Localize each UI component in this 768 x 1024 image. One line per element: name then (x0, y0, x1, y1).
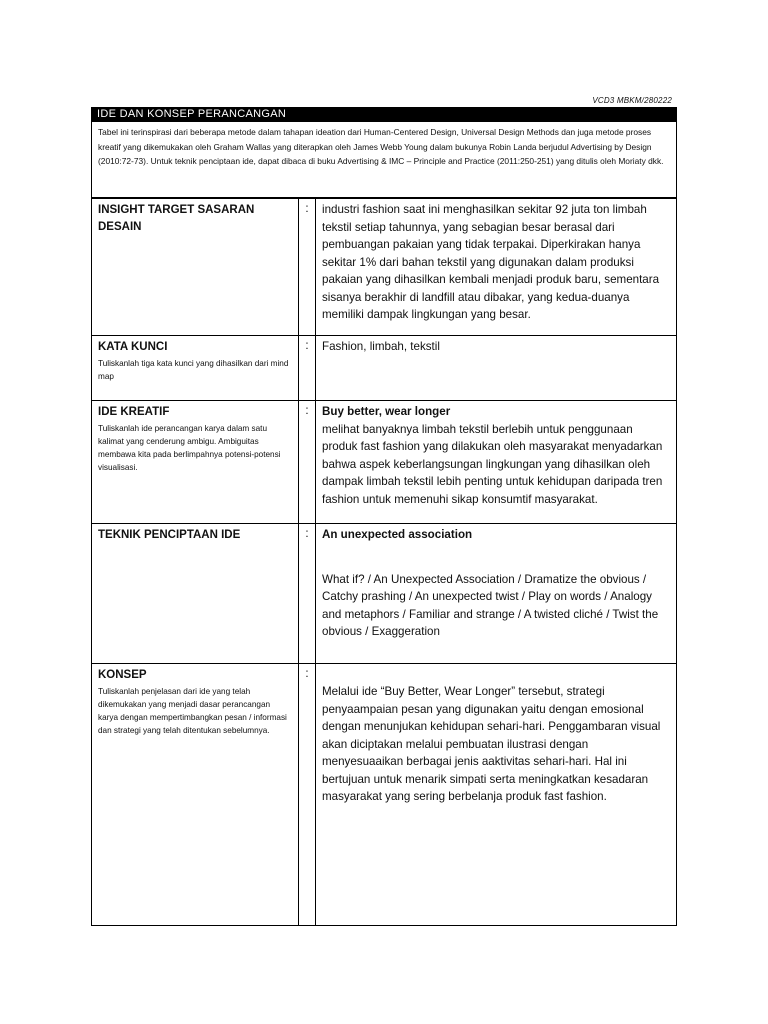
section-header: IDE DAN KONSEP PERANCANGAN (91, 107, 677, 122)
insight-label-cell (92, 199, 299, 336)
row-teknik (92, 524, 677, 664)
teknik-colon: : (299, 524, 316, 664)
document-code: VCD3 MBKM/280222 (592, 96, 672, 105)
teknik-value: What if? / An Unexpected Association / Dramatize the obvious / Catchy prashing / An unexpected twist / Play on words / Analogy and metaphors / Familiar and strange / A twisted cliché / Twist the obvious / Exaggeration (322, 572, 659, 638)
teknik-value-cell (316, 524, 677, 664)
row-insight (92, 199, 677, 336)
ide-kreatif-colon: : (299, 401, 316, 524)
konsep-label: KONSEP (98, 669, 147, 681)
konsep-instruction: Tuliskanlah penjelasan dari ide yang telah dikemukakan yang menjadi dasar perancangan karya dengan mempertimbangkan pesan / informasi dan strategi yang telah ditentukan sebelumnya. (98, 686, 287, 736)
ide-kreatif-value: melihat banyaknya limbah tekstil berlebih untuk penggunaan produk fast fashion yang dilakukan oleh masyarakat menyadarkan bahwa aspek keberlangsungan lingkungan yang dihasilkan oleh dampak limbah tekstil lebih penting untuk kehidupan daripada tren fashion untuk memenuhi sikap konsumtif masyarakat. (322, 422, 663, 506)
insight-label: INSIGHT TARGET SASARAN DESAIN (98, 204, 255, 233)
insight-colon: : (299, 199, 316, 336)
row-kata-kunci (92, 336, 677, 401)
concept-table (91, 198, 677, 926)
teknik-title: An unexpected association (322, 528, 473, 541)
konsep-colon: : (299, 664, 316, 926)
kata-kunci-value: Fashion, limbah, tekstil (322, 340, 440, 353)
konsep-value: Melalui ide “Buy Better, Wear Longer” tersebut, strategi penyaampaian pesan yang digunakan yaitu dengan emosional dengan menunjukan kehidupan sehari-hari. Penggambaran visual akan diciptakan melalui pembuatan ilustrasi dengan menyesuaaikan berbagai jenis aaktivitas sehari-hari. Hal ini bertujuan untuk menarik simpati serta meningkatkan kesadaran masyarakat yang sering berbelanja produk fast fashion. (322, 685, 661, 803)
intro-paragraph: Tabel ini terinspirasi dari beberapa metode dalam tahapan ideation dari Human-Centered Design, Universal Design Methods dan juga metode proses kreatif yang dikemukakan oleh Graham Wallas yang diterapkan oleh James Webb Young dalam bukunya Robin Landa berjudul Advertising by Design (2010:72-73). Untuk teknik penciptaan ide, dapat dibaca di buku Advertising & IMC – Principle and Practice (2011:250-251) yang ditulis oleh Moriaty dkk. (91, 122, 677, 198)
row-ide-kreatif (92, 401, 677, 524)
teknik-label-cell (92, 524, 299, 664)
kata-kunci-colon: : (299, 336, 316, 401)
kata-kunci-label: KATA KUNCI (98, 341, 168, 353)
ide-kreatif-label-cell (92, 401, 299, 524)
insight-value: industri fashion saat ini menghasilkan sekitar 92 juta ton limbah tekstil setiap tahunnya, yang sebagian besar berasal dari pembuangan pakaian yang tidak terpakai. Diperkirakan hanya sekitar 1% dari bahan tekstil yang digunakan dalam produksi pakaian yang dihasilkan kembali menjadi produk baru, sementara sisanya berakhir di landfill atau dibakar, yang kedua-duanya memiliki dampak lingkungan yang besar. (322, 203, 660, 321)
kata-kunci-label-cell (92, 336, 299, 401)
row-konsep (92, 664, 677, 926)
ide-kreatif-value-cell (316, 401, 677, 524)
ide-kreatif-instruction: Tuliskanlah ide perancangan karya dalam satu kalimat yang cenderung ambigu. Ambiguitas membawa kita pada berlimpahnya potensi-potensi visualisasi. (98, 423, 281, 473)
kata-kunci-value-cell (316, 336, 677, 401)
kata-kunci-instruction: Tuliskanlah tiga kata kunci yang dihasilkan dari mind map (98, 358, 289, 381)
ide-kreatif-title: Buy better, wear longer (322, 405, 451, 418)
insight-value-cell (316, 199, 677, 336)
konsep-label-cell (92, 664, 299, 926)
ide-kreatif-label: IDE KREATIF (98, 406, 170, 418)
teknik-label: TEKNIK PENCIPTAAN IDE (98, 529, 241, 541)
konsep-value-cell (316, 664, 677, 926)
